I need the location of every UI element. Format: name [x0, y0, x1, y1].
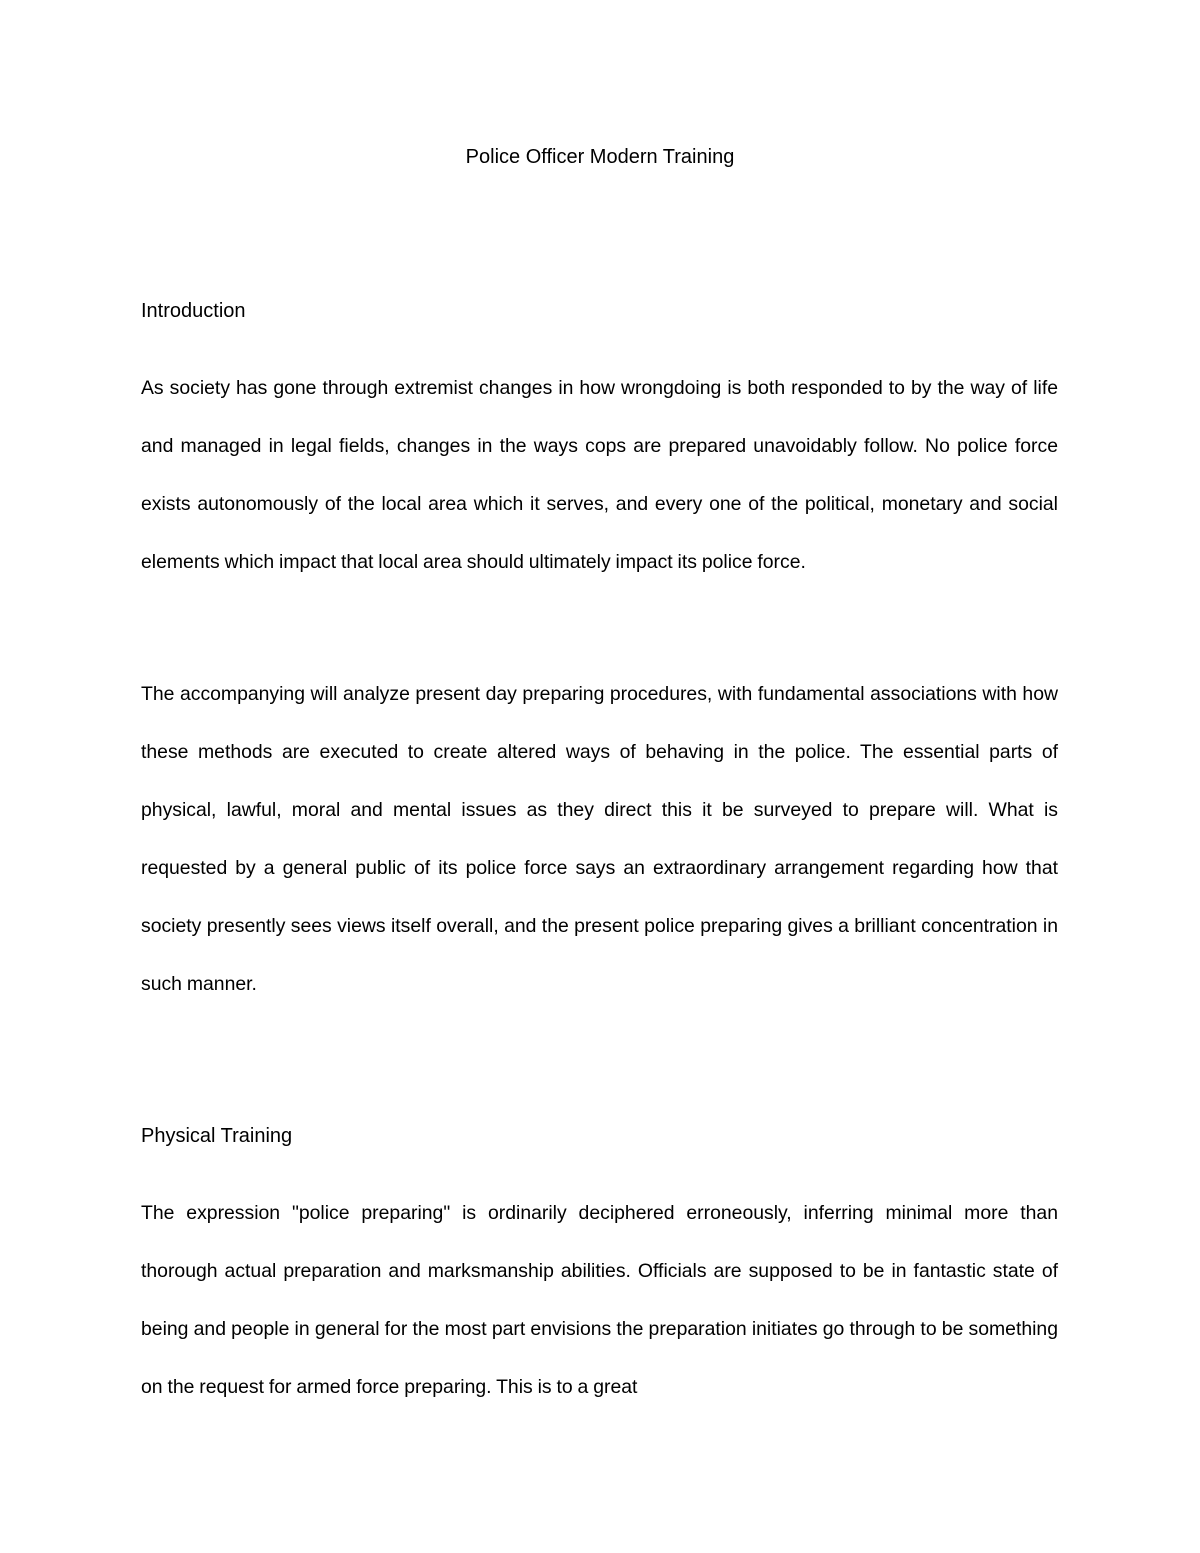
paragraph-introduction-1: As society has gone through extremist changes in how wrongdoing is both responded to by the way of life and managed in legal fields, changes in the ways cops are prepared unavoidably follow. No police force exists autonomously of the local area which it serves, and every one of the political, monetary and social elements which impact that local area should ultimately impact its police force. — [141, 377, 1058, 573]
section-heading-introduction: Introduction — [141, 300, 246, 322]
document-title: Police Officer Modern Training — [465, 146, 735, 168]
section-heading-physical-training: Physical Training — [141, 1125, 293, 1147]
paragraph-physical-training-1: The expression "police preparing" is ordinarily deciphered erroneously, inferring minimal more than thorough actual preparation and marksmanship abilities. Officials are supposed to be in fantastic state of being and people in general for the most part envisions the preparation initiates go through to be something on the request for armed force preparing. This is to a great — [141, 1202, 1058, 1398]
paragraph-introduction-2: The accompanying will analyze present day preparing procedures, with fundamental associations with how these methods are executed to create altered ways of behaving in the police. The essential parts of physical, lawful, moral and mental issues as they direct this it be surveyed to prepare will. What is requested by a general public of its police force says an extraordinary arrangement regarding how that society presently sees views itself overall, and the present police preparing gives a brilliant concentration in such manner. — [141, 683, 1058, 995]
